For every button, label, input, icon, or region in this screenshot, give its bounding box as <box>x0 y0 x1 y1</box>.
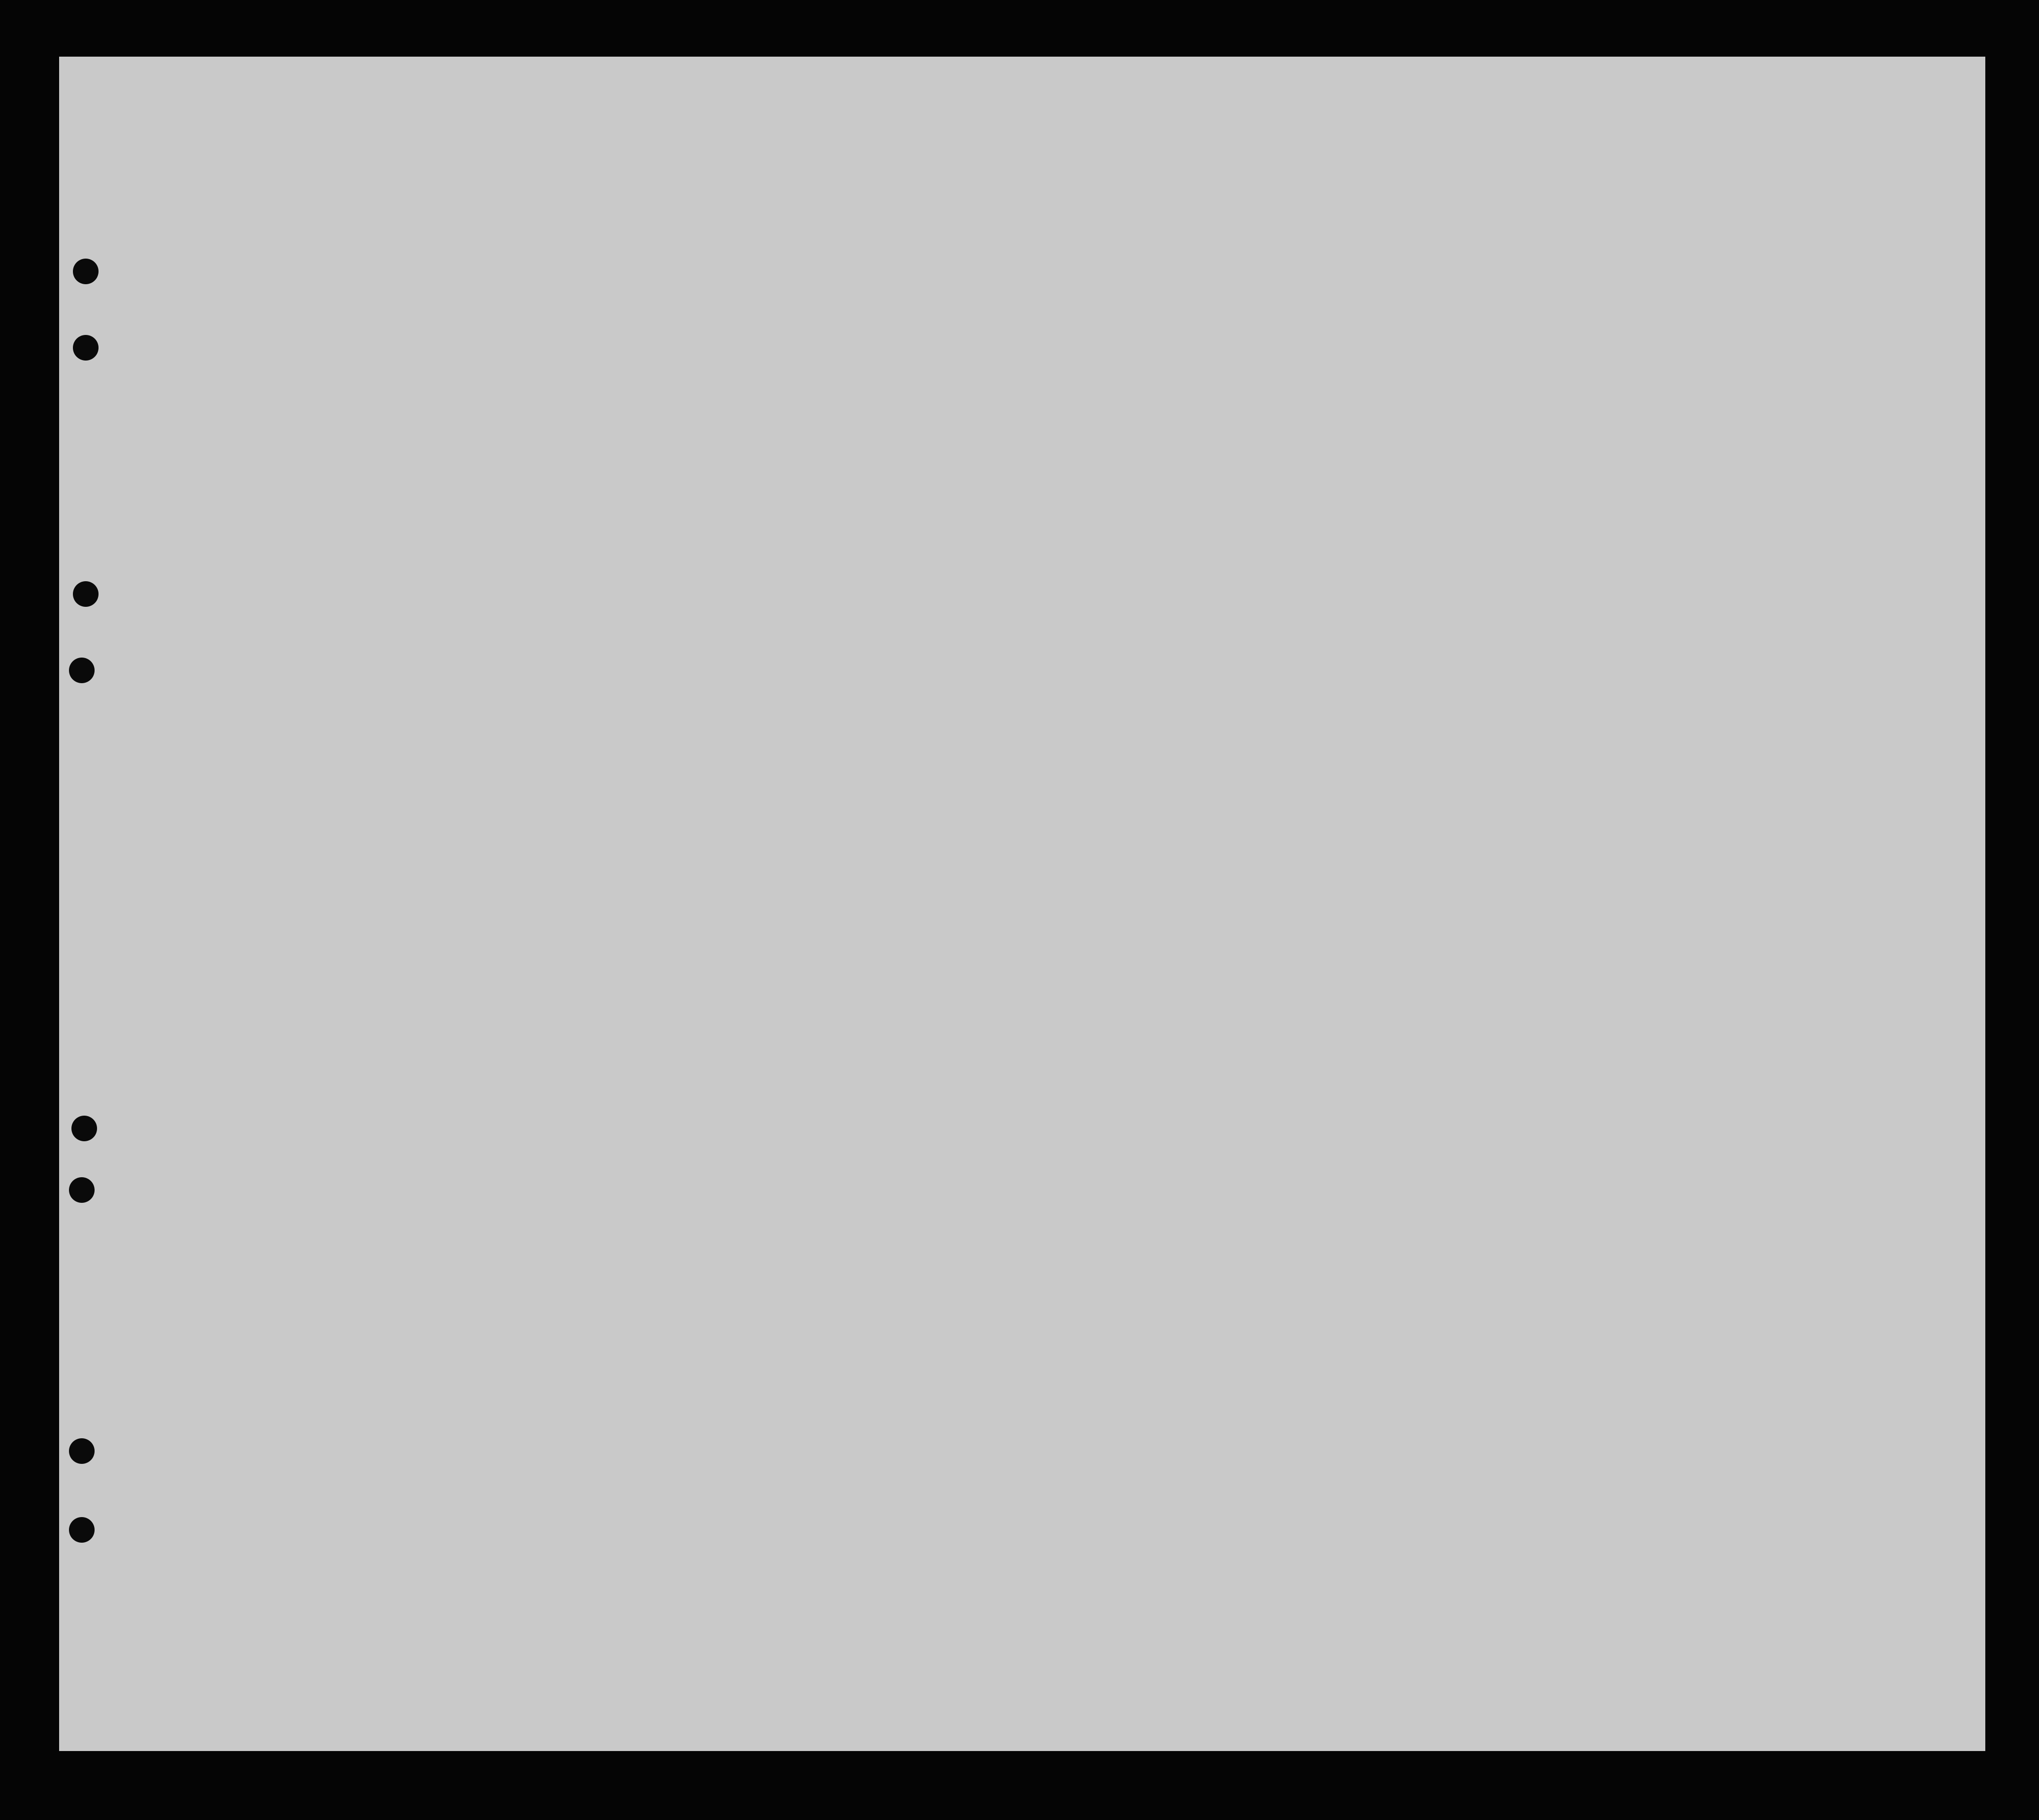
header-anarchist <box>1381 318 1403 456</box>
punch-hole <box>73 259 99 284</box>
header-prison-almshouse <box>1315 318 1355 456</box>
punch-hole <box>69 1177 95 1203</box>
header-polygamist <box>1357 318 1379 456</box>
punch-hole <box>69 1438 95 1464</box>
header-inches <box>1696 411 1710 456</box>
header-possession-50 <box>714 313 738 456</box>
form-grid <box>59 57 1985 1751</box>
punch-hole <box>71 1116 97 1141</box>
header-feet <box>1668 411 1683 456</box>
punch-hole <box>73 335 99 361</box>
header-become-citizen <box>1280 347 1313 456</box>
header-ticket <box>594 313 619 456</box>
header-overthrow <box>1406 318 1456 456</box>
punch-hole <box>69 1517 95 1543</box>
header-length-of-stay <box>1244 347 1277 456</box>
header-excluded-deported <box>1504 318 1523 456</box>
header-return-intent <box>1194 347 1241 456</box>
header-arrested-deported <box>1525 318 1544 456</box>
punch-hole <box>73 581 99 607</box>
punch-hole <box>69 658 95 683</box>
manifest-sheet <box>59 57 1985 1751</box>
header-labor-offer <box>1458 318 1503 456</box>
